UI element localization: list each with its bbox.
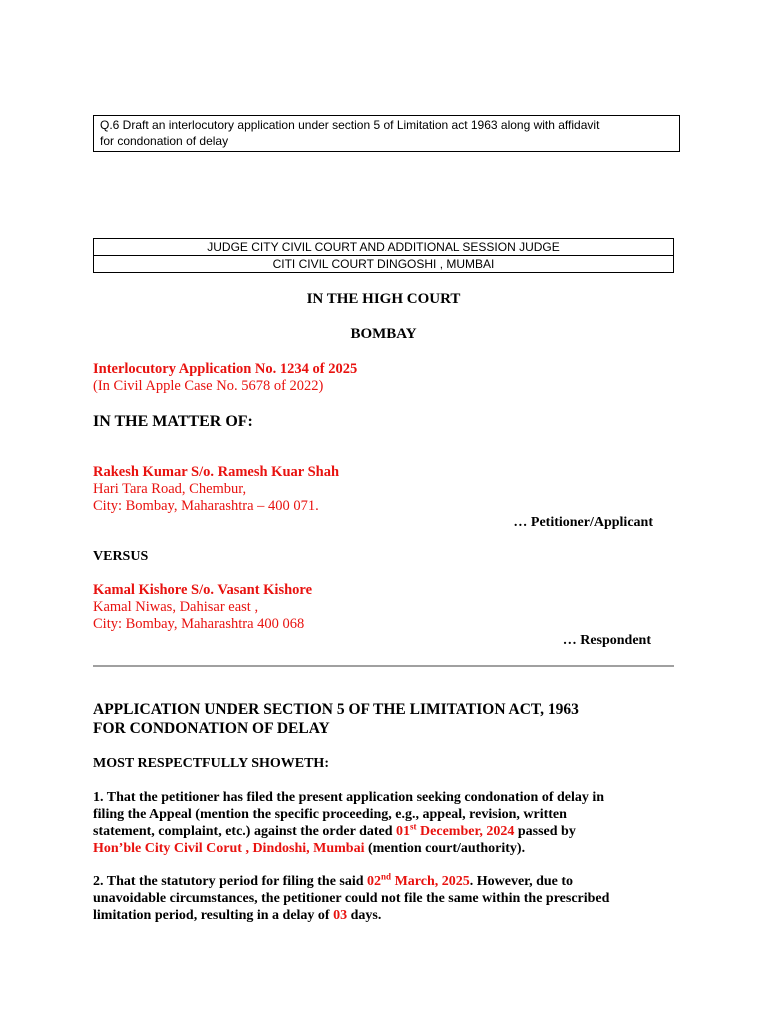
respondent-name: Kamal Kishore S/o. Vasant Kishore xyxy=(93,582,313,598)
court-reference: Hon’ble City Civil Corut , Dindoshi, Mumbai xyxy=(93,841,365,856)
paragraph-1-line-3-end: passed by xyxy=(514,824,576,839)
order-date-rest: December, 2024 xyxy=(416,824,515,839)
versus-label: VERSUS xyxy=(93,549,149,564)
question-box xyxy=(93,115,680,152)
application-heading-line-1: APPLICATION UNDER SECTION 5 OF THE LIMITATION ACT, 1963 xyxy=(93,701,579,718)
petitioner-address-2: City: Bombay, Maharashtra – 400 071. xyxy=(93,498,319,514)
respondent-role: … Respondent xyxy=(562,633,651,648)
court-title: IN THE HIGH COURT xyxy=(306,291,461,307)
paragraph-1-line-3 xyxy=(93,823,674,840)
petitioner-block xyxy=(93,464,674,515)
showeth-heading: MOST RESPECTFULLY SHOWETH: xyxy=(93,756,329,771)
respondent-address-2: City: Bombay, Maharashtra 400 068 xyxy=(93,616,305,632)
application-heading xyxy=(93,700,674,738)
court-header-table xyxy=(93,238,674,273)
delay-days: 03 xyxy=(333,908,348,923)
paragraph-2-line-1-text: 2. That the statutory period for filing the said xyxy=(93,874,368,889)
paragraph-2-line-3-end: days. xyxy=(347,908,382,923)
court-header-row-2: CITI CIVIL COURT DINGOSHI , MUMBAI xyxy=(94,256,674,273)
matter-heading: IN THE MATTER OF: xyxy=(93,413,253,430)
filing-date-suffix: nd xyxy=(381,871,392,882)
order-date xyxy=(396,821,515,839)
section-divider xyxy=(93,665,674,667)
application-reference xyxy=(93,361,674,395)
court-header-row-1: JUDGE CITY CIVIL COURT AND ADDITIONAL SESSION JUDGE xyxy=(94,239,674,256)
petitioner-name: Rakesh Kumar S/o. Ramesh Kuar Shah xyxy=(93,464,340,480)
filing-date xyxy=(367,871,470,889)
case-reference: (In Civil Apple Case No. 5678 of 2022) xyxy=(93,378,324,394)
paragraph-2-line-3 xyxy=(93,907,674,924)
paragraph-1-line-1: 1. That the petitioner has filed the present application seeking condonation of delay in xyxy=(93,790,605,805)
paragraph-1-line-4-end: (mention court/authority). xyxy=(364,841,526,856)
paragraph-2-line-1-end: . However, due to xyxy=(469,874,574,889)
petitioner-role: … Petitioner/Applicant xyxy=(513,515,653,530)
application-heading-line-2: FOR CONDONATION OF DELAY xyxy=(93,720,330,737)
respondent-address-1: Kamal Niwas, Dahisar east , xyxy=(93,599,259,615)
petitioner-address-1: Hari Tara Road, Chembur, xyxy=(93,481,247,497)
paragraph-1-line-3-text: statement, complaint, etc.) against the order dated xyxy=(93,824,397,839)
paragraph-2 xyxy=(93,873,674,924)
order-date-suffix: st xyxy=(410,821,417,832)
paragraph-1-line-4 xyxy=(93,840,674,857)
paragraph-1 xyxy=(93,789,674,857)
filing-date-rest: March, 2025 xyxy=(391,874,470,889)
paragraph-2-line-1 xyxy=(93,873,674,890)
application-number: Interlocutory Application No. 1234 of 2025 xyxy=(93,361,358,377)
question-line-2: for condonation of delay xyxy=(100,134,229,148)
question-line-1: Q.6 Draft an interlocutory application under section 5 of Limitation act 1963 along with affidavit xyxy=(100,118,600,132)
paragraph-2-line-3-text: limitation period, resulting in a delay of xyxy=(93,908,334,923)
court-city: BOMBAY xyxy=(350,326,417,342)
paragraph-2-line-2: unavoidable circumstances, the petitioner could not file the same within the prescribed xyxy=(93,891,610,906)
filing-date-day: 02 xyxy=(367,874,382,889)
respondent-block xyxy=(93,582,674,633)
paragraph-1-line-2: filing the Appeal (mention the specific proceeding, e.g., appeal, revision, written xyxy=(93,807,567,822)
order-date-day: 01 xyxy=(396,824,411,839)
